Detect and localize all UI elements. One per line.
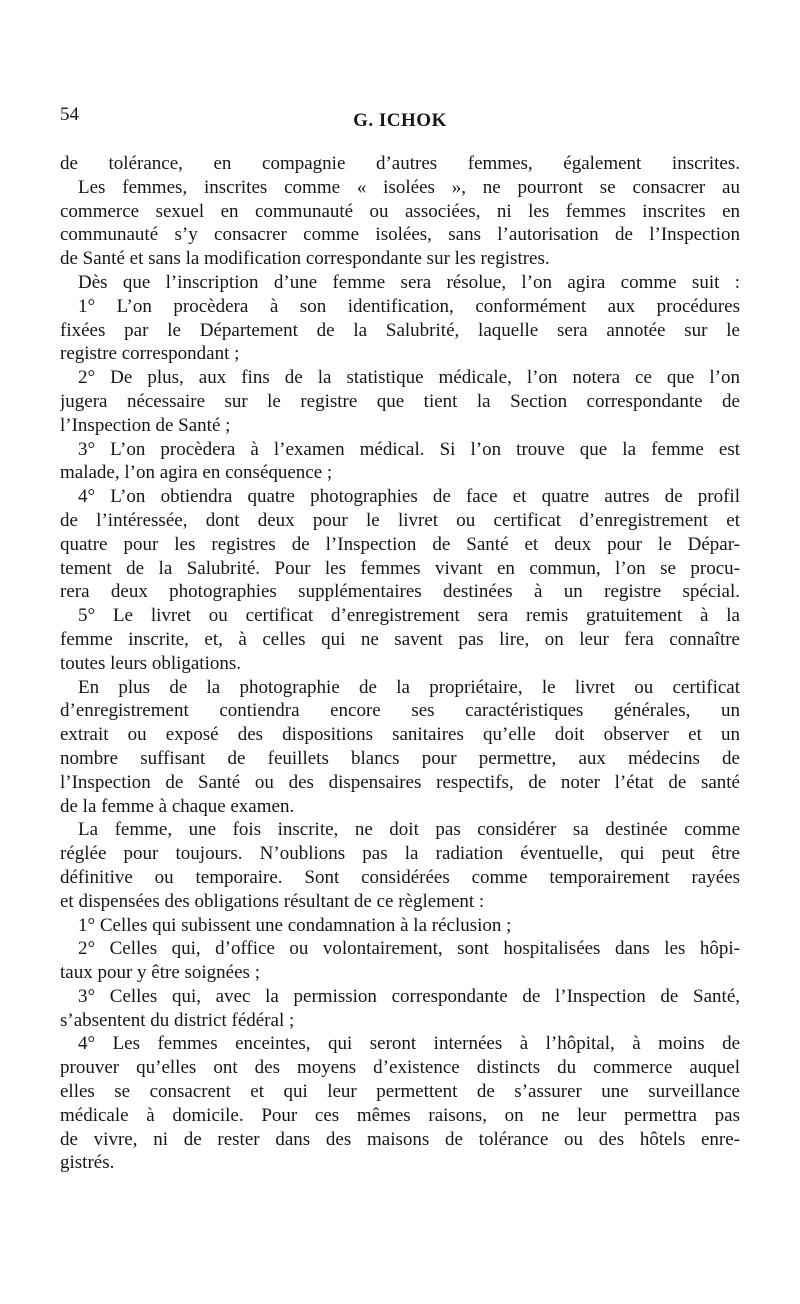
text-line: commerce sexuel en communauté ou associées, ni les femmes inscrites en xyxy=(60,200,740,222)
text-line: d’enregistrement contiendra encore ses caractéristiques générales, un xyxy=(60,700,740,722)
body-text xyxy=(60,152,740,1175)
text-line: 4° L’on obtiendra quatre photographies de face et quatre autres de profil xyxy=(78,486,740,508)
text-line: prouver qu’elles ont des moyens d’existence distincts du commerce auquel xyxy=(60,1057,740,1079)
text-line: En plus de la photographie de la propriétaire, le livret ou certificat xyxy=(78,676,740,698)
text-line: extrait ou exposé des dispositions sanitaires qu’elle doit observer et un xyxy=(60,724,740,746)
page-header xyxy=(0,104,800,134)
text-line: La femme, une fois inscrite, ne doit pas considérer sa destinée comme xyxy=(78,819,740,841)
text-line: jugera nécessaire sur le registre que tient la Section correspondante de xyxy=(60,390,740,412)
text-line: 4° Les femmes enceintes, qui seront internées à l’hôpital, à moins de xyxy=(78,1033,740,1055)
text-line: de Santé et sans la modification correspondante sur les registres. xyxy=(60,248,550,270)
text-line: toutes leurs obligations. xyxy=(60,652,242,674)
text-line: s’absentent du district fédéral ; xyxy=(60,1009,295,1031)
text-line: et dispensées des obligations résultant de ce règlement : xyxy=(60,890,485,912)
text-line: Les femmes, inscrites comme « isolées », ne pourront se consacrer au xyxy=(78,176,740,198)
text-line: nombre suffisant de feuillets blancs pour permettre, aux médecins de xyxy=(60,747,740,769)
text-line: elles se consacrent et qui leur permettent de s’assurer une surveillance xyxy=(60,1081,740,1103)
text-line: taux pour y être soignées ; xyxy=(60,962,260,984)
page-number: 54 xyxy=(60,104,79,125)
text-line: femme inscrite, et, à celles qui ne savent pas lire, on leur fera connaître xyxy=(60,628,740,650)
text-line: rera deux photographies supplémentaires destinées à un registre spécial. xyxy=(60,581,740,603)
text-line: médicale à domicile. Pour ces mêmes raisons, on ne leur permettra pas xyxy=(60,1104,740,1126)
text-line: l’Inspection de Santé ; xyxy=(60,414,231,436)
text-line: tement de la Salubrité. Pour les femmes vivant en commun, l’on se procu- xyxy=(60,557,740,579)
text-line: 3° L’on procèdera à l’examen médical. Si l’on trouve que la femme est xyxy=(78,438,740,460)
text-line: malade, l’on agira en conséquence ; xyxy=(60,462,333,484)
text-line: 2° Celles qui, d’office ou volontairement, sont hospitalisées dans les hôpi- xyxy=(78,938,740,960)
text-line: registre correspondant ; xyxy=(60,343,240,365)
text-line: 5° Le livret ou certificat d’enregistrement sera remis gratuitement à la xyxy=(78,605,740,627)
text-line: quatre pour les registres de l’Inspection de Santé et deux pour le Dépar- xyxy=(60,533,740,555)
text-line: de tolérance, en compagnie d’autres femmes, également inscrites. xyxy=(60,153,740,174)
text-line: 1° Celles qui subissent une condamnation à la réclusion ; xyxy=(78,914,512,936)
text-line: 2° De plus, aux fins de la statistique médicale, l’on notera ce que l’on xyxy=(78,367,740,389)
running-head: G. ICHOK xyxy=(353,110,447,131)
text-line: Dès que l’inscription d’une femme sera résolue, l’on agira comme suit : xyxy=(78,271,740,293)
text-line: de l’intéressée, dont deux pour le livret ou certificat d’enregistrement et xyxy=(60,509,740,531)
text-line: réglée pour toujours. N’oublions pas la radiation éventuelle, qui peut être xyxy=(60,843,740,865)
text-line: de la femme à chaque examen. xyxy=(60,795,295,817)
text-line: définitive ou temporaire. Sont considérées comme temporairement rayées xyxy=(60,866,740,888)
text-line: gistrés. xyxy=(60,1152,115,1174)
text-line: de vivre, ni de rester dans des maisons de tolérance ou des hôtels enre- xyxy=(60,1128,740,1150)
text-line: fixées par le Département de la Salubrité, laquelle sera annotée sur le xyxy=(60,319,740,341)
text-line: l’Inspection de Santé ou des dispensaires respectifs, de noter l’état de santé xyxy=(60,771,740,793)
text-line: communauté s’y consacrer comme isolées, sans l’autorisation de l’Inspection xyxy=(60,224,740,246)
text-line: 3° Celles qui, avec la permission correspondante de l’Inspection de Santé, xyxy=(78,985,740,1007)
text-line: 1° L’on procèdera à son identification, conformément aux procédures xyxy=(78,295,740,317)
